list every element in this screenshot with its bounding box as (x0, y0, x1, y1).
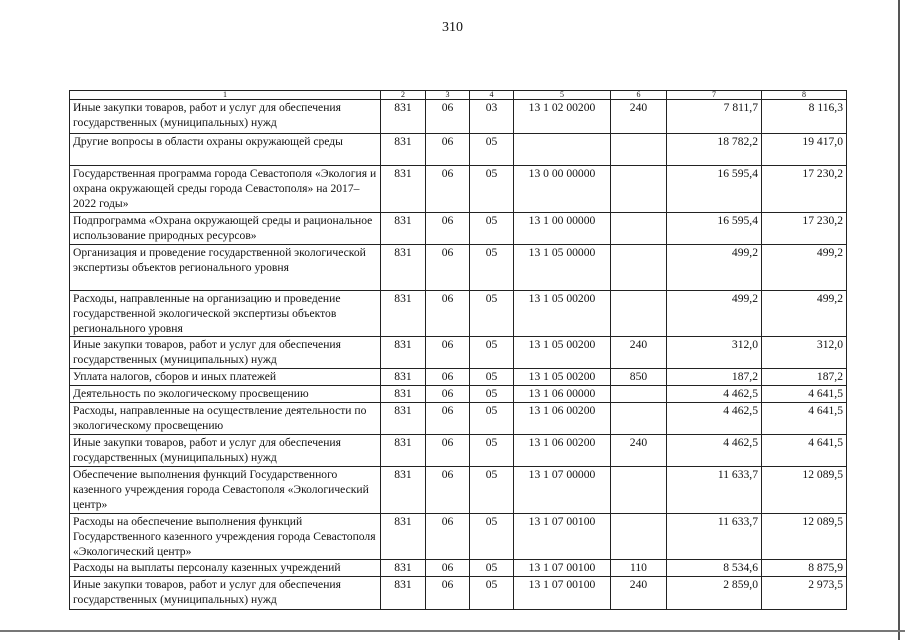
row-section-code: 06 (426, 403, 470, 435)
row-target-article: 13 1 07 00000 (514, 466, 611, 513)
row-name: Государственная программа города Севастополя «Экология и охрана окружающей среды города Севастополя» на 2017–2022 годы» (70, 166, 381, 213)
table-row (70, 212, 847, 244)
row-ministry-code: 831 (381, 435, 426, 466)
row-amount-year-2: 187,2 (762, 369, 847, 386)
row-amount-year-1: 18 782,2 (667, 134, 762, 166)
row-expense-type: 240 (611, 577, 667, 610)
row-subsection-code: 05 (470, 290, 514, 337)
table-row (70, 435, 847, 466)
row-target-article: 13 1 05 00200 (514, 337, 611, 369)
row-section-code: 06 (426, 435, 470, 466)
row-section-code: 06 (426, 244, 470, 290)
row-amount-year-1: 312,0 (667, 337, 762, 369)
row-target-article: 13 1 07 00100 (514, 577, 611, 610)
table-row (70, 513, 847, 560)
row-section-code: 06 (426, 560, 470, 577)
row-subsection-code: 05 (470, 166, 514, 213)
page-number: 310 (442, 20, 463, 35)
table-row (70, 560, 847, 577)
row-ministry-code: 831 (381, 369, 426, 386)
row-section-code: 06 (426, 466, 470, 513)
row-amount-year-1: 499,2 (667, 244, 762, 290)
row-ministry-code: 831 (381, 244, 426, 290)
column-number-5: 5 (514, 91, 611, 100)
row-amount-year-1: 499,2 (667, 290, 762, 337)
row-subsection-code: 05 (470, 560, 514, 577)
row-subsection-code: 05 (470, 577, 514, 610)
row-subsection-code: 05 (470, 386, 514, 403)
row-amount-year-1: 4 462,5 (667, 386, 762, 403)
row-amount-year-1: 4 462,5 (667, 435, 762, 466)
row-ministry-code: 831 (381, 577, 426, 610)
row-ministry-code: 831 (381, 513, 426, 560)
row-subsection-code: 05 (470, 466, 514, 513)
budget-table (69, 90, 847, 610)
row-target-article (514, 134, 611, 166)
row-section-code: 06 (426, 337, 470, 369)
row-subsection-code: 05 (470, 212, 514, 244)
row-amount-year-1: 187,2 (667, 369, 762, 386)
row-amount-year-2: 12 089,5 (762, 513, 847, 560)
row-expense-type (611, 244, 667, 290)
row-target-article: 13 1 06 00000 (514, 386, 611, 403)
row-subsection-code: 05 (470, 134, 514, 166)
table-row (70, 134, 847, 166)
table-row (70, 577, 847, 610)
row-target-article: 13 1 07 00100 (514, 513, 611, 560)
table-header-row (70, 91, 847, 100)
table-row (70, 386, 847, 403)
row-target-article: 13 1 05 00200 (514, 369, 611, 386)
column-number-7: 7 (667, 91, 762, 100)
row-expense-type (611, 403, 667, 435)
table-row (70, 290, 847, 337)
row-amount-year-1: 11 633,7 (667, 466, 762, 513)
row-subsection-code: 05 (470, 435, 514, 466)
row-amount-year-2: 499,2 (762, 244, 847, 290)
row-target-article: 13 1 07 00100 (514, 560, 611, 577)
column-number-8: 8 (762, 91, 847, 100)
row-expense-type: 240 (611, 337, 667, 369)
row-ministry-code: 831 (381, 386, 426, 403)
row-name: Иные закупки товаров, работ и услуг для обеспечения государственных (муниципальных) нужд (70, 577, 381, 610)
row-name: Иные закупки товаров, работ и услуг для обеспечения государственных (муниципальных) нужд (70, 337, 381, 369)
row-section-code: 06 (426, 134, 470, 166)
row-amount-year-2: 17 230,2 (762, 166, 847, 213)
row-expense-type: 850 (611, 369, 667, 386)
row-amount-year-2: 19 417,0 (762, 134, 847, 166)
table-row (70, 369, 847, 386)
row-section-code: 06 (426, 100, 470, 134)
row-ministry-code: 831 (381, 134, 426, 166)
row-ministry-code: 831 (381, 560, 426, 577)
row-expense-type (611, 290, 667, 337)
row-amount-year-2: 2 973,5 (762, 577, 847, 610)
row-expense-type: 240 (611, 435, 667, 466)
row-name: Расходы на выплаты персоналу казенных учреждений (70, 560, 381, 577)
row-section-code: 06 (426, 369, 470, 386)
row-amount-year-1: 16 595,4 (667, 166, 762, 213)
column-number-2: 2 (381, 91, 426, 100)
table-row (70, 166, 847, 213)
row-amount-year-2: 312,0 (762, 337, 847, 369)
row-amount-year-2: 4 641,5 (762, 386, 847, 403)
row-amount-year-1: 11 633,7 (667, 513, 762, 560)
row-subsection-code: 05 (470, 369, 514, 386)
row-name: Расходы, направленные на осуществление деятельности по экологическому просвещению (70, 403, 381, 435)
row-target-article: 13 0 00 00000 (514, 166, 611, 213)
row-amount-year-1: 16 595,4 (667, 212, 762, 244)
row-ministry-code: 831 (381, 166, 426, 213)
table-row (70, 466, 847, 513)
row-expense-type (611, 386, 667, 403)
row-ministry-code: 831 (381, 337, 426, 369)
row-name: Расходы, направленные на организацию и проведение государственной экологической экспертизы объектов регионального уровня (70, 290, 381, 337)
row-target-article: 13 1 05 00200 (514, 290, 611, 337)
row-amount-year-2: 12 089,5 (762, 466, 847, 513)
table-row (70, 244, 847, 290)
row-expense-type (611, 513, 667, 560)
table-row (70, 337, 847, 369)
row-name: Иные закупки товаров, работ и услуг для обеспечения государственных (муниципальных) нужд (70, 100, 381, 134)
table-row (70, 100, 847, 134)
row-expense-type: 240 (611, 100, 667, 134)
table-row (70, 403, 847, 435)
row-subsection-code: 05 (470, 403, 514, 435)
row-name: Организация и проведение государственной экологической экспертизы объектов регионального уровня (70, 244, 381, 290)
column-number-1: 1 (70, 91, 381, 100)
row-ministry-code: 831 (381, 212, 426, 244)
row-name: Иные закупки товаров, работ и услуг для обеспечения государственных (муниципальных) нужд (70, 435, 381, 466)
row-expense-type (611, 134, 667, 166)
row-ministry-code: 831 (381, 403, 426, 435)
column-number-6: 6 (611, 91, 667, 100)
row-expense-type (611, 166, 667, 213)
row-subsection-code: 05 (470, 337, 514, 369)
row-amount-year-2: 8 875,9 (762, 560, 847, 577)
row-target-article: 13 1 00 00000 (514, 212, 611, 244)
column-number-4: 4 (470, 91, 514, 100)
row-section-code: 06 (426, 386, 470, 403)
page-edge-right (898, 0, 900, 640)
row-subsection-code: 05 (470, 513, 514, 560)
row-name: Подпрограмма «Охрана окружающей среды и рациональное использование природных ресурсов» (70, 212, 381, 244)
row-amount-year-1: 4 462,5 (667, 403, 762, 435)
row-name: Обеспечение выполнения функций Государственного казенного учреждения города Севастополя «Экологический центр» (70, 466, 381, 513)
row-target-article: 13 1 05 00000 (514, 244, 611, 290)
row-amount-year-2: 4 641,5 (762, 435, 847, 466)
row-expense-type (611, 212, 667, 244)
row-section-code: 06 (426, 290, 470, 337)
row-amount-year-2: 17 230,2 (762, 212, 847, 244)
row-name: Уплата налогов, сборов и иных платежей (70, 369, 381, 386)
row-ministry-code: 831 (381, 290, 426, 337)
row-ministry-code: 831 (381, 100, 426, 134)
row-name: Другие вопросы в области охраны окружающей среды (70, 134, 381, 166)
row-amount-year-2: 4 641,5 (762, 403, 847, 435)
row-expense-type: 110 (611, 560, 667, 577)
row-amount-year-1: 8 534,6 (667, 560, 762, 577)
row-name: Расходы на обеспечение выполнения функций Государственного казенного учреждения города Севастополя «Экологический центр» (70, 513, 381, 560)
row-amount-year-2: 8 116,3 (762, 100, 847, 134)
row-name: Деятельность по экологическому просвещению (70, 386, 381, 403)
row-section-code: 06 (426, 577, 470, 610)
row-ministry-code: 831 (381, 466, 426, 513)
row-amount-year-2: 499,2 (762, 290, 847, 337)
row-target-article: 13 1 02 00200 (514, 100, 611, 134)
row-section-code: 06 (426, 166, 470, 213)
page-edge-bottom (0, 630, 905, 632)
row-target-article: 13 1 06 00200 (514, 435, 611, 466)
row-target-article: 13 1 06 00200 (514, 403, 611, 435)
row-expense-type (611, 466, 667, 513)
row-amount-year-1: 2 859,0 (667, 577, 762, 610)
row-subsection-code: 05 (470, 244, 514, 290)
row-amount-year-1: 7 811,7 (667, 100, 762, 134)
row-subsection-code: 03 (470, 100, 514, 134)
row-section-code: 06 (426, 513, 470, 560)
column-number-3: 3 (426, 91, 470, 100)
row-section-code: 06 (426, 212, 470, 244)
